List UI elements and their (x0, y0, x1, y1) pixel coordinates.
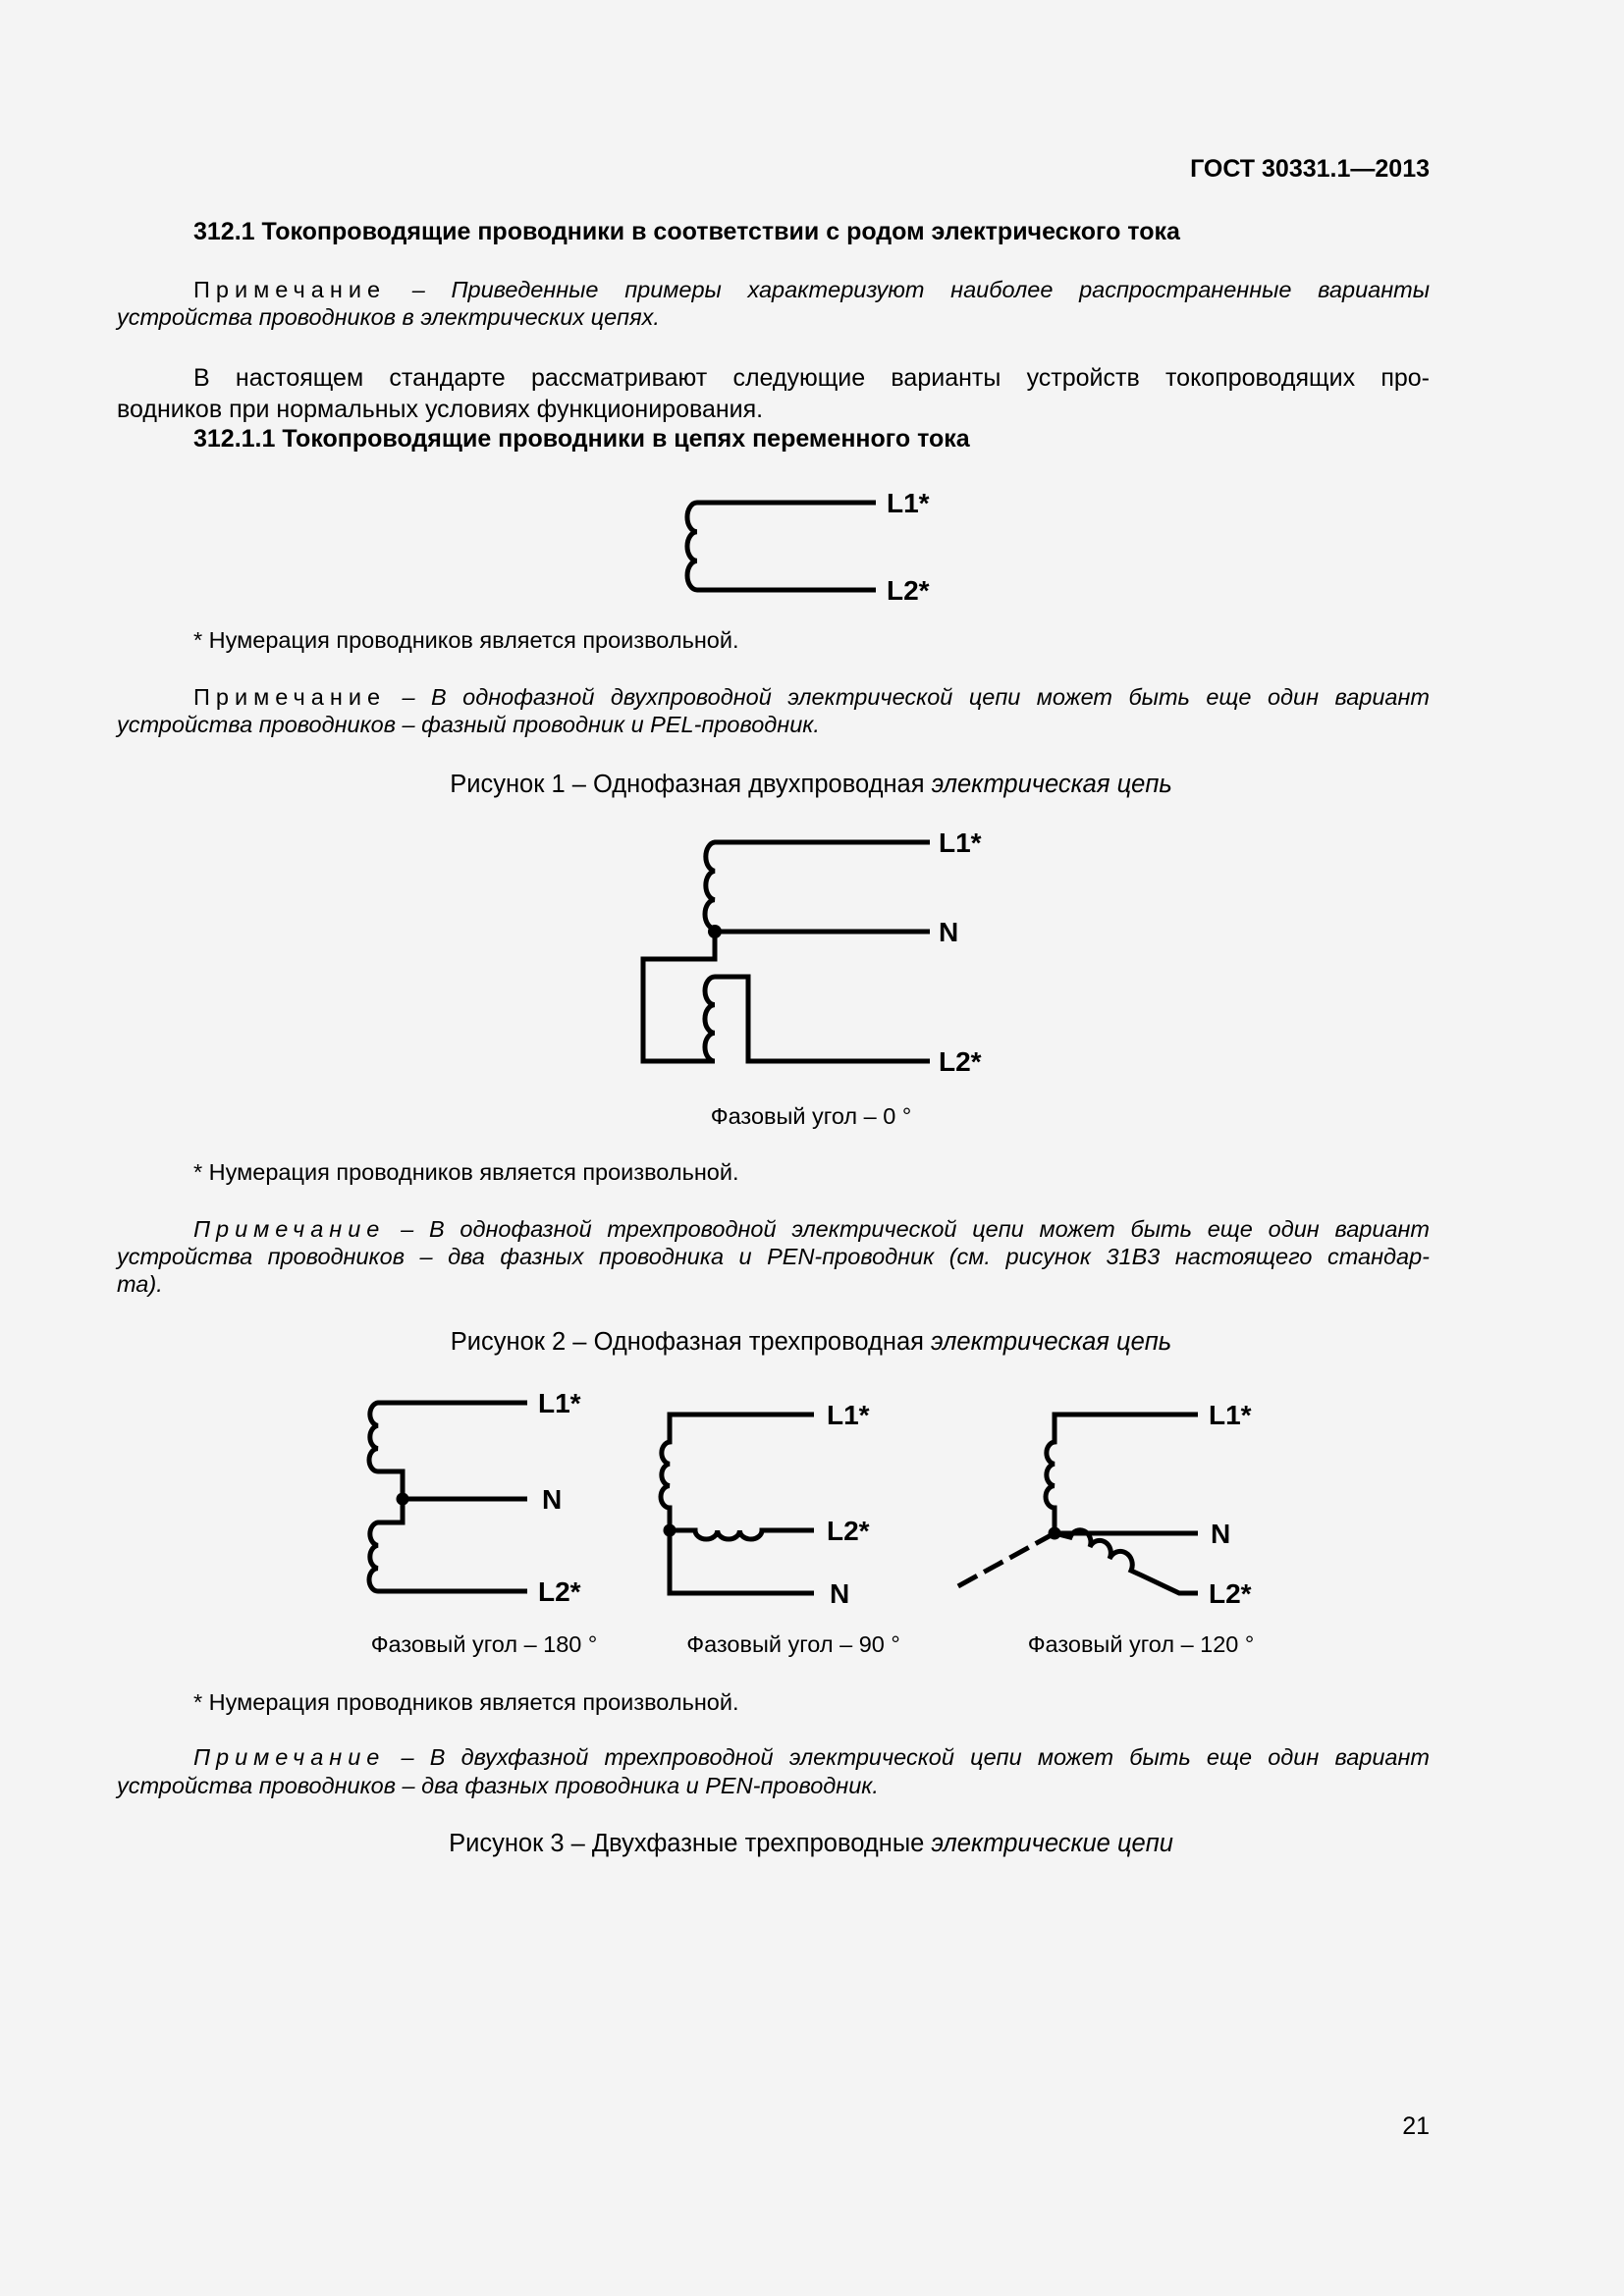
note-label: Примечание (193, 277, 387, 302)
figure-3c-phase-caption: Фазовый угол – 120 ° (1027, 1631, 1255, 1657)
figure-3a-label-n: N (542, 1484, 563, 1515)
section-heading-312-1: 312.1 Токопроводящие проводники в соответствии с родом электрического тока (193, 218, 1180, 245)
figure-3b-label-n: N (830, 1578, 850, 1609)
figure-1-circuit (687, 503, 876, 590)
caption-text: Рисунок 3 – Двухфазные трехпроводные (449, 1830, 932, 1857)
figure-3b-circuit (661, 1415, 814, 1593)
caption-text: Рисунок 1 – Однофазная двухпроводная (450, 771, 932, 798)
figure-3a-junction-dot (397, 1493, 409, 1506)
caption-text-italic: электрические цепи (931, 1830, 1173, 1857)
figure-2-footnote: * Нумерация проводников является произвольной. (193, 1159, 739, 1185)
figure-2-caption (451, 1330, 1171, 1356)
figure-1-caption (450, 773, 1172, 798)
figure-3b-label-l1: L1* (827, 1400, 870, 1430)
figure-1-note-line-2: устройства проводников – фазный проводник и PEL-проводник. (117, 712, 820, 737)
figure-3c-l2-winding (1055, 1530, 1198, 1593)
figure-3-caption (449, 1832, 1173, 1857)
section-heading-312-1-1: 312.1.1 Токопроводящие проводники в цепях переменного тока (193, 425, 970, 453)
figure-2-label-l2: L2* (939, 1046, 982, 1077)
figure-1-label-l2: L2* (887, 575, 930, 606)
figure-3-note-line-1 (193, 1746, 1430, 1770)
figure-3b-phase-caption: Фазовый угол – 90 ° (686, 1631, 900, 1657)
figure-2-note-line-2: устройства проводников – два фазных проводника и PEN-проводник (см. рисунок 31B3 настоящего стандар- (117, 1244, 1430, 1269)
paragraph-line-2: водников при нормальных условиях функционирования. (117, 396, 764, 423)
figure-2-label-n: N (939, 917, 959, 947)
page-number: 21 (1402, 2112, 1430, 2140)
figure-1-note-line-1 (193, 686, 1430, 710)
figure-3a-phase-caption: Фазовый угол – 180 ° (370, 1631, 598, 1657)
figure-3c-junction-dot (1049, 1527, 1061, 1540)
note-text: – В однофазной трехпроводной электрической цепи может быть еще один вариант (401, 1216, 1431, 1242)
figure-3-note-line-2: устройства проводников – два фазных проводника и PEN-проводник. (117, 1773, 879, 1798)
figure-2-label-l1: L1* (939, 828, 982, 858)
figure-1-label-l1: L1* (887, 488, 930, 518)
figure-3b-label-l2: L2* (827, 1516, 870, 1546)
note-1-line-2: устройства проводников в электрических цепях. (117, 304, 660, 330)
note-text: – В однофазной двухпроводной электрической цепи может быть еще один вариант (402, 684, 1431, 710)
figure-3c-label-n: N (1211, 1519, 1231, 1549)
figure-2-note-line-1 (193, 1218, 1430, 1242)
figure-3c-circuit (1046, 1415, 1198, 1533)
note-label: Примечание (193, 1744, 386, 1770)
figure-3a-circuit (369, 1403, 527, 1591)
figure-3c-dashed-phase (954, 1533, 1055, 1588)
note-text: – В двухфазной трехпроводной электрической цепи может быть еще один вариант (401, 1744, 1431, 1770)
figure-3-footnote: * Нумерация проводников является произвольной. (193, 1689, 739, 1715)
figure-3c-label-l1: L1* (1209, 1400, 1252, 1430)
caption-text: Рисунок 2 – Однофазная трехпроводная (450, 1328, 932, 1356)
document-id: ГОСТ 30331.1—2013 (1190, 155, 1430, 183)
note-label: Примечание (193, 684, 387, 710)
note-1-line-1 (193, 279, 1430, 302)
figure-2-note-line-3: та). (117, 1271, 163, 1297)
figure-3a-label-l2: L2* (538, 1576, 581, 1607)
figure-3a-label-l1: L1* (538, 1388, 581, 1418)
figure-3c-label-l2: L2* (1209, 1578, 1252, 1609)
note-label: Примечание (193, 1216, 386, 1242)
note-text: – Приведенные примеры характеризуют наиболее распространенные варианты (411, 277, 1431, 302)
figure-2-junction-dot (708, 925, 722, 938)
figure-1-footnote: * Нумерация проводников является произвольной. (193, 627, 739, 653)
figure-3b-junction-dot (664, 1524, 677, 1537)
paragraph-line-1: В настоящем стандарте рассматривают следующие варианты устройств токопроводящих про- (193, 364, 1430, 392)
caption-text-italic: электрическая цепь (931, 771, 1172, 798)
figure-3b-l2-winding (670, 1530, 814, 1539)
caption-text-italic: электрическая цепь (931, 1328, 1172, 1356)
figure-2-phase-caption: Фазовый угол – 0 ° (710, 1103, 912, 1129)
figure-2-upper-winding (643, 842, 930, 1061)
